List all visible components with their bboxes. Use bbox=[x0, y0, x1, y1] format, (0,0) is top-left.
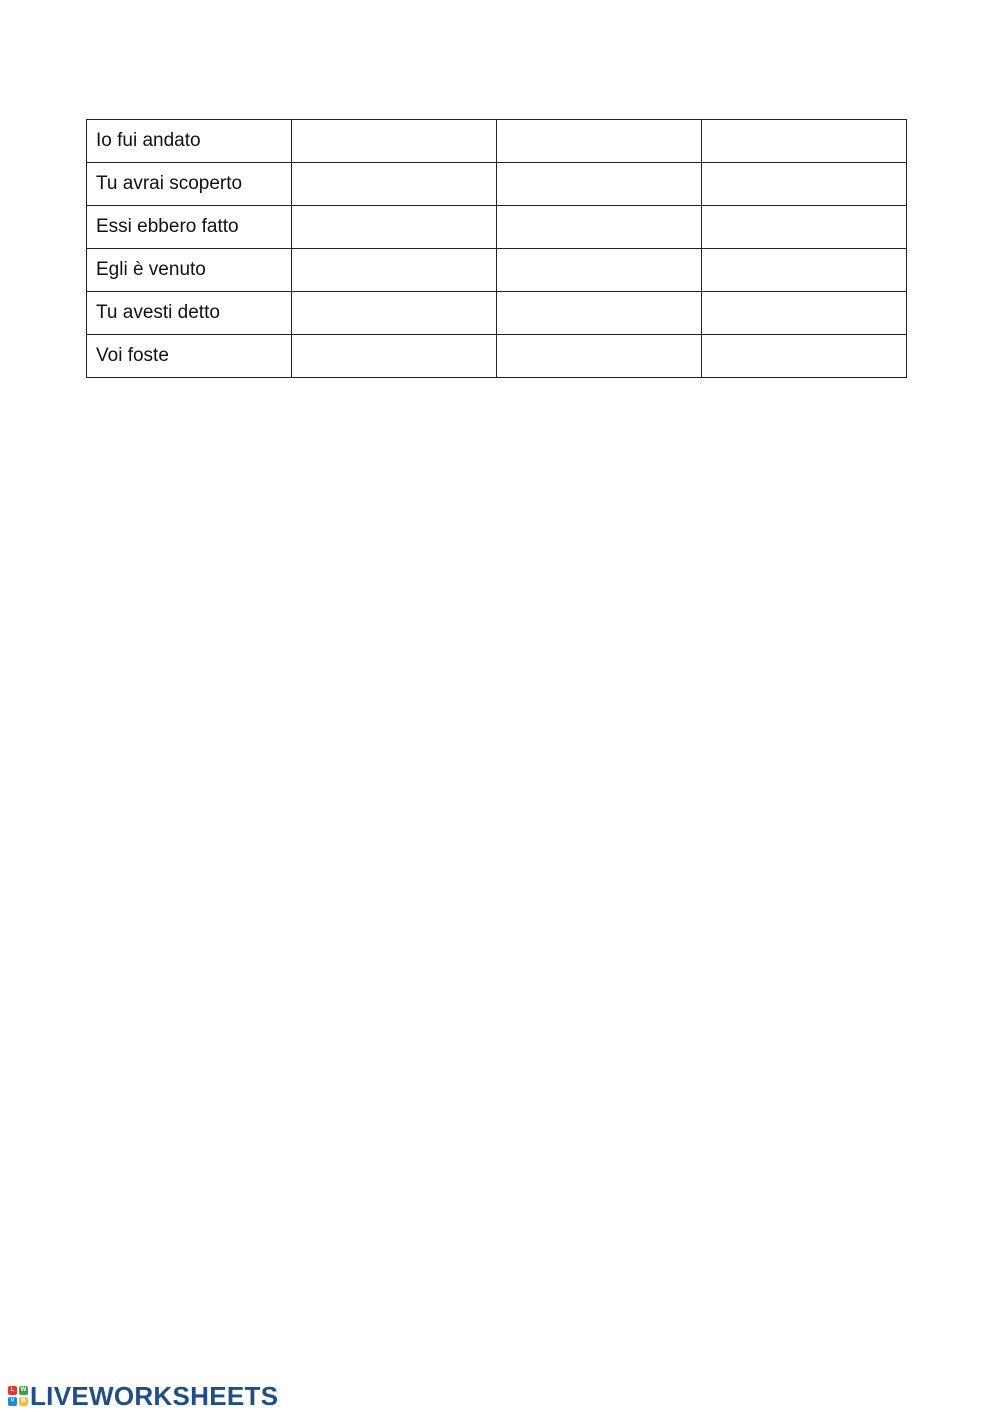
logo-square-b: B bbox=[19, 1397, 28, 1406]
verb-cell: Egli è venuto bbox=[87, 249, 292, 292]
liveworksheets-logo-icon bbox=[8, 1386, 28, 1406]
answer-cell-2[interactable] bbox=[497, 292, 702, 335]
logo-square-l: L bbox=[8, 1386, 17, 1395]
answer-cell-3[interactable] bbox=[702, 120, 907, 163]
answer-cell-3[interactable] bbox=[702, 163, 907, 206]
logo-square-v: V bbox=[8, 1397, 17, 1406]
verb-cell: Io fui andato bbox=[87, 120, 292, 163]
verb-table bbox=[86, 119, 907, 378]
answer-cell-2[interactable] bbox=[497, 163, 702, 206]
answer-cell-3[interactable] bbox=[702, 335, 907, 378]
answer-cell-1[interactable] bbox=[292, 335, 497, 378]
answer-cell-3[interactable] bbox=[702, 249, 907, 292]
answer-cell-2[interactable] bbox=[497, 249, 702, 292]
verb-cell: Voi foste bbox=[87, 335, 292, 378]
logo-square-w: W bbox=[20, 1387, 27, 1393]
answer-cell-3[interactable] bbox=[702, 206, 907, 249]
answer-cell-1[interactable] bbox=[292, 163, 497, 206]
answer-cell-3[interactable] bbox=[702, 292, 907, 335]
answer-cell-2[interactable] bbox=[497, 120, 702, 163]
verb-cell: Tu avrai scoperto bbox=[87, 163, 292, 206]
liveworksheets-brand bbox=[8, 1383, 278, 1409]
verb-cell: Tu avesti detto bbox=[87, 292, 292, 335]
answer-cell-2[interactable] bbox=[497, 206, 702, 249]
answer-cell-1[interactable] bbox=[292, 120, 497, 163]
brand-name: LIVEWORKSHEETS bbox=[30, 1381, 279, 1411]
table-row bbox=[87, 206, 907, 249]
answer-cell-1[interactable] bbox=[292, 292, 497, 335]
table-row bbox=[87, 120, 907, 163]
answer-cell-1[interactable] bbox=[292, 249, 497, 292]
verb-cell: Essi ebbero fatto bbox=[87, 206, 292, 249]
answer-cell-2[interactable] bbox=[497, 335, 702, 378]
table-row bbox=[87, 163, 907, 206]
answer-cell-1[interactable] bbox=[292, 206, 497, 249]
table-row bbox=[87, 335, 907, 378]
table-row bbox=[87, 292, 907, 335]
table-row bbox=[87, 249, 907, 292]
